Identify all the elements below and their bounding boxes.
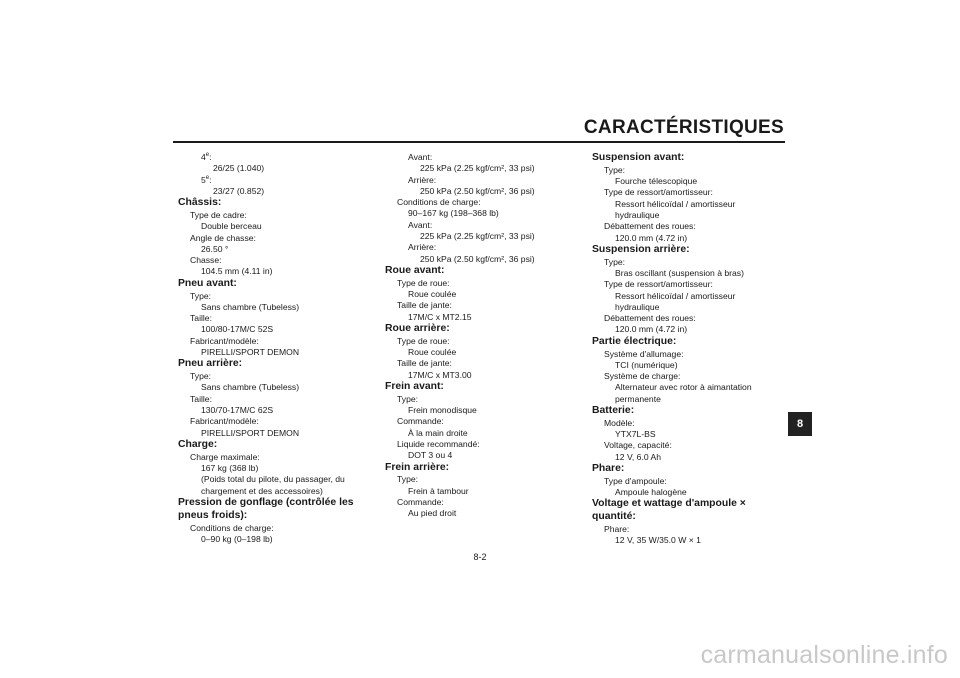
spec-value: Alternateur avec rotor à aimantation xyxy=(615,382,752,393)
section-heading: Charge: xyxy=(178,438,218,450)
spec-column-1 xyxy=(178,152,368,545)
spec-value: Frein à tambour xyxy=(408,485,469,496)
spec-label: Type: xyxy=(190,371,212,382)
section-heading: Partie électrique: xyxy=(592,335,677,347)
spec-label: Type de cadre: xyxy=(190,209,247,220)
spec-label: Type d'ampoule: xyxy=(604,475,667,486)
spec-label: Modèle: xyxy=(604,417,635,428)
spec-label: Débattement des roues: xyxy=(604,221,696,232)
spec-value: 17M/C x MT3.00 xyxy=(408,369,472,380)
spec-value: Frein monodisque xyxy=(408,405,477,416)
spec-label: Fabricant/modèle: xyxy=(190,335,259,346)
spec-label: Chasse: xyxy=(190,255,222,266)
spec-value: Avant: xyxy=(408,219,433,230)
section-heading: Roue arrière: xyxy=(385,322,450,334)
spec-column-3 xyxy=(592,152,792,547)
watermark-text: carmanualsonline.info xyxy=(700,641,948,669)
spec-label: Conditions de charge: xyxy=(397,197,481,208)
spec-value: permanente xyxy=(615,393,661,404)
spec-label: Type de roue: xyxy=(397,277,450,288)
spec-value: Roue coulée xyxy=(408,347,457,358)
spec-value: 12 V, 6.0 Ah xyxy=(615,451,662,462)
spec-value: Double berceau xyxy=(201,221,262,232)
spec-value: 12 V, 35 W/35.0 W × 1 xyxy=(615,535,701,546)
spec-subvalue: 23/27 (0.852) xyxy=(213,185,265,196)
spec-sublabel: 4e: xyxy=(201,152,212,162)
spec-subvalue: 250 kPa (2.50 kgf/cm², 36 psi) xyxy=(420,253,535,264)
spec-subvalue: 225 kPa (2.25 kgf/cm², 33 psi) xyxy=(420,163,535,174)
spec-label: Type de ressort/amortisseur: xyxy=(604,187,713,198)
spec-label: Type: xyxy=(397,474,419,485)
spec-value: 120.0 mm (4.72 in) xyxy=(615,232,688,243)
spec-label: Commande: xyxy=(397,496,444,507)
spec-value: hydraulique xyxy=(615,301,660,312)
spec-value: Au pied droit xyxy=(408,508,457,519)
chapter-tab[interactable]: 8 xyxy=(788,412,812,436)
section-heading: Châssis: xyxy=(178,197,222,209)
spec-label: Type de roue: xyxy=(397,335,450,346)
spec-value: Avant: xyxy=(408,152,433,162)
section-heading: Frein arrière: xyxy=(385,461,450,473)
spec-value: 130/70-17M/C 62S xyxy=(201,405,274,416)
spec-value: Arrière: xyxy=(408,242,437,253)
spec-label: Voltage, capacité: xyxy=(604,440,672,451)
spec-label: Débattement des roues: xyxy=(604,313,696,324)
spec-value: Roue coulée xyxy=(408,289,457,300)
spec-value: 120.0 mm (4.72 in) xyxy=(615,324,688,335)
spec-value: (Poids total du pilote, du passager, du chargement et des accessoires) xyxy=(201,474,345,496)
spec-label: Liquide recommandé: xyxy=(397,438,480,449)
spec-label: Type: xyxy=(397,393,419,404)
spec-label: Taille de jante: xyxy=(397,300,452,311)
spec-value: hydraulique xyxy=(615,209,660,220)
spec-value: À la main droite xyxy=(408,427,468,438)
spec-value: 100/80-17M/C 52S xyxy=(201,324,274,335)
spec-value: Bras oscillant (suspension à bras) xyxy=(615,267,744,278)
spec-value: Sans chambre (Tubeless) xyxy=(201,382,300,393)
spec-value: Ressort hélicoïdal / amortisseur xyxy=(615,290,736,301)
spec-value: 167 kg (368 lb) xyxy=(201,463,259,474)
title-rule xyxy=(173,141,785,143)
section-heading: Suspension arrière: xyxy=(592,243,690,255)
section-heading: Suspension avant: xyxy=(592,152,685,163)
spec-value: DOT 3 ou 4 xyxy=(408,450,453,461)
spec-label: Système de charge: xyxy=(604,371,681,382)
spec-label: Phare: xyxy=(604,524,630,534)
spec-subvalue: 26/25 (1.040) xyxy=(213,163,265,174)
page-title: CARACTÉRISTIQUES xyxy=(583,117,784,138)
spec-value: 26.50 ° xyxy=(201,243,229,254)
spec-value: Sans chambre (Tubeless) xyxy=(201,301,300,312)
spec-value: Ampoule halogène xyxy=(615,487,687,498)
spec-label: Commande: xyxy=(397,416,444,427)
section-heading: Roue avant: xyxy=(385,264,445,276)
spec-value: Arrière: xyxy=(408,174,437,185)
spec-label: Taille: xyxy=(190,313,212,324)
spec-subvalue: 250 kPa (2.50 kgf/cm², 36 psi) xyxy=(420,185,535,196)
spec-label: Type: xyxy=(604,256,626,267)
spec-label: Taille: xyxy=(190,393,212,404)
section-heading: Voltage et wattage d'ampoule × quantité: xyxy=(592,498,746,523)
spec-label: Charge maximale: xyxy=(190,451,260,462)
spec-label: Type: xyxy=(190,290,212,301)
spec-value: 0–90 kg (0–198 lb) xyxy=(201,533,273,544)
spec-label: Type: xyxy=(604,164,626,175)
spec-value: Fourche télescopique xyxy=(615,176,698,187)
section-heading: Frein avant: xyxy=(385,380,444,392)
spec-label: Type de ressort/amortisseur: xyxy=(604,279,713,290)
spec-column-2 xyxy=(385,152,575,520)
spec-label: Conditions de charge: xyxy=(190,522,274,533)
spec-value: 104.5 mm (4.11 in) xyxy=(201,266,273,277)
spec-value: PIRELLI/SPORT DEMON xyxy=(201,427,300,438)
page-number: 8-2 xyxy=(473,552,487,562)
spec-label: Angle de chasse: xyxy=(190,232,256,243)
section-heading: Pression de gonflage (contrôlée les pneus froids): xyxy=(178,496,354,521)
section-heading: Pneu arrière: xyxy=(178,358,243,370)
spec-label: Système d'allumage: xyxy=(604,348,684,359)
spec-value: 17M/C x MT2.15 xyxy=(408,311,472,322)
spec-subvalue: 225 kPa (2.25 kgf/cm², 33 psi) xyxy=(420,231,535,242)
spec-value: YTX7L-BS xyxy=(615,429,656,440)
spec-value: PIRELLI/SPORT DEMON xyxy=(201,347,300,358)
section-heading: Phare: xyxy=(592,463,625,475)
spec-value: 90–167 kg (198–368 lb) xyxy=(408,208,499,219)
section-heading: Batterie: xyxy=(592,405,635,417)
spec-label: Taille de jante: xyxy=(397,358,452,369)
section-heading: Pneu avant: xyxy=(178,277,237,289)
spec-value: Ressort hélicoïdal / amortisseur xyxy=(615,198,736,209)
spec-sublabel: 5e: xyxy=(201,174,212,185)
spec-label: Fabricant/modèle: xyxy=(190,416,259,427)
spec-value: TCI (numérique) xyxy=(615,359,678,370)
